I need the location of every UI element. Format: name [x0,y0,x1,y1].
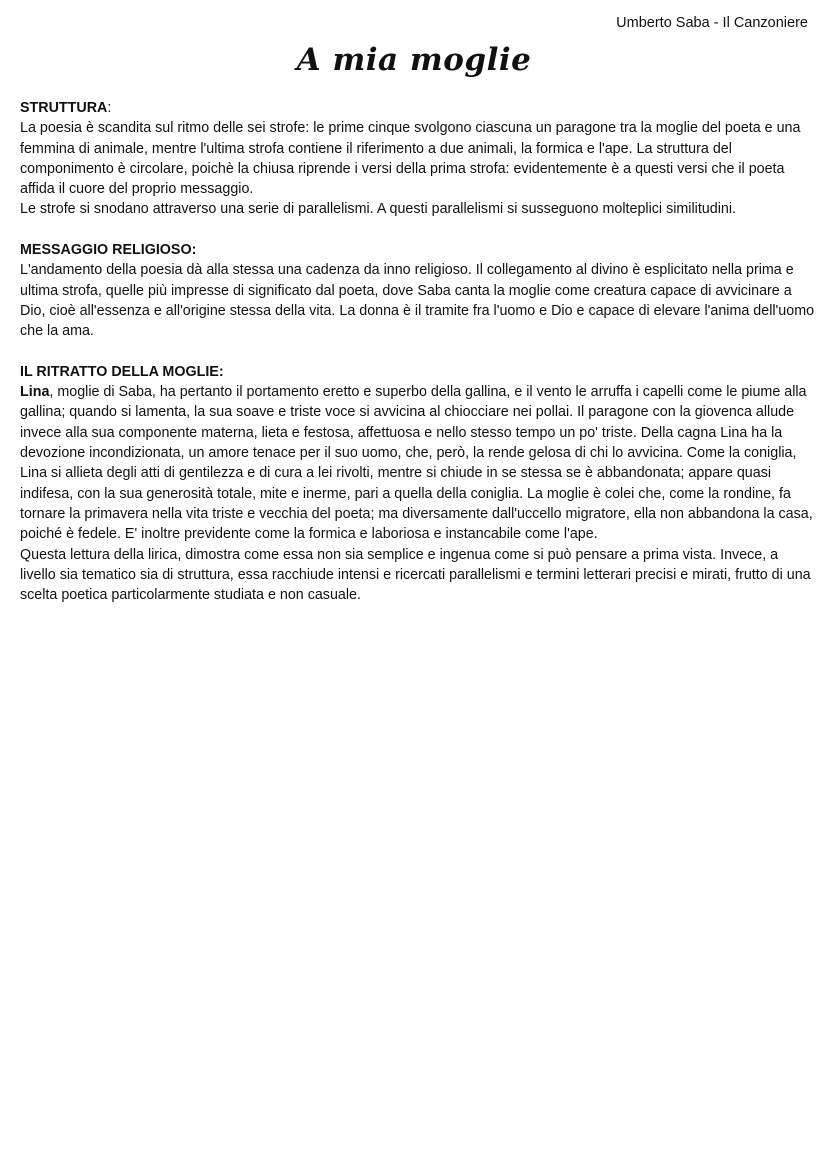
section-heading-suffix: : [107,100,112,116]
section-struttura [20,98,815,220]
paragraph-text: , moglie di Saba, ha pertanto il portamento eretto e superbo della gallina, e il vento le arruffa i capelli come le piume alla gallina; quando si lamenta, la sua soave e triste voce si avvicina al chiocciare nei pollai. Il paragone con la giovenca allude invece alla sua componente materna, lieta e festosa, affettuosa e nello stesso tempo un po' triste. Della cagna Lina ha la devozione incondizionata, un amore tenace per il suo uomo, che, però, la rende gelosa di chi lo avvicina. Come la coniglia, Lina si allieta degli atti di gentilezza e di cura a lei rivolti, mentre si chiude in se stessa se è abbandonata; appare quasi indifesa, con la sua generosità totale, mite e inerme, pari a quella della coniglia. La moglie è colei che, come la rondine, fa tornare la primavera nella vita triste e vecchia del poeta; ma diversamente dall'uccello migratore, ella non abbandona la casa, poiché è fedele. E' inoltre previdente come la formica e laboriosa e instancabile come l'ape. [20,384,813,543]
section-heading: IL RITRATTO DELLA MOGLIE: [20,363,224,380]
section-messaggio-religioso [20,240,815,341]
section-heading: MESSAGGIO RELIGIOSO: [20,242,197,259]
paragraph: Questa lettura della lirica, dimostra come essa non sia semplice e ingenua come si può pensare a prima vista. Invece, a livello sia tematico sia di struttura, essa racchiude intensi e ricercati parallelismi e termini letterari precisi e mirati, frutto di una scelta poetica particolarmente studiata e non casuale. [20,546,811,604]
paragraph: La poesia è scandita sul ritmo delle sei strofe: le prime cinque svolgono ciascuna un paragone tra la moglie del poeta e una femmina di animale, mentre l'ultima strofa contiene il riferimento a due animali, la formica e l'ape. La struttura del componimento è circolare, poichè la chiusa riprende i versi della prima strofa: evidentemente è a questi versi che il poeta affida il cuore del proprio messaggio. [20,120,801,198]
page-title: A mia moglie [296,42,532,78]
document-body [20,98,815,626]
section-heading-text: STRUTTURA [20,100,108,116]
paragraph: L'andamento della poesia dà alla stessa una cadenza da inno religioso. Il collegamento al divino è esplicitato nella prima e ultima strofa, quelle più impresse di significato dal poeta, dove Saba canta la moglie come creatura capace di avvicinare a Dio, cioè all'essenza e all'origine stessa della vita. La donna è il tramite fra l'uomo e Dio e capace di elevare l'anima dell'uomo che la ama. [20,262,815,340]
running-header: Umberto Saba - Il Canzoniere [616,15,808,31]
lead-word: Lina [20,384,50,401]
paragraph [20,382,815,544]
paragraph: Le strofe si snodano attraverso una serie di parallelismi. A questi parallelismi si susseguono molteplici similitudini. [20,201,736,218]
section-ritratto-moglie [20,362,815,606]
section-heading [20,98,815,118]
